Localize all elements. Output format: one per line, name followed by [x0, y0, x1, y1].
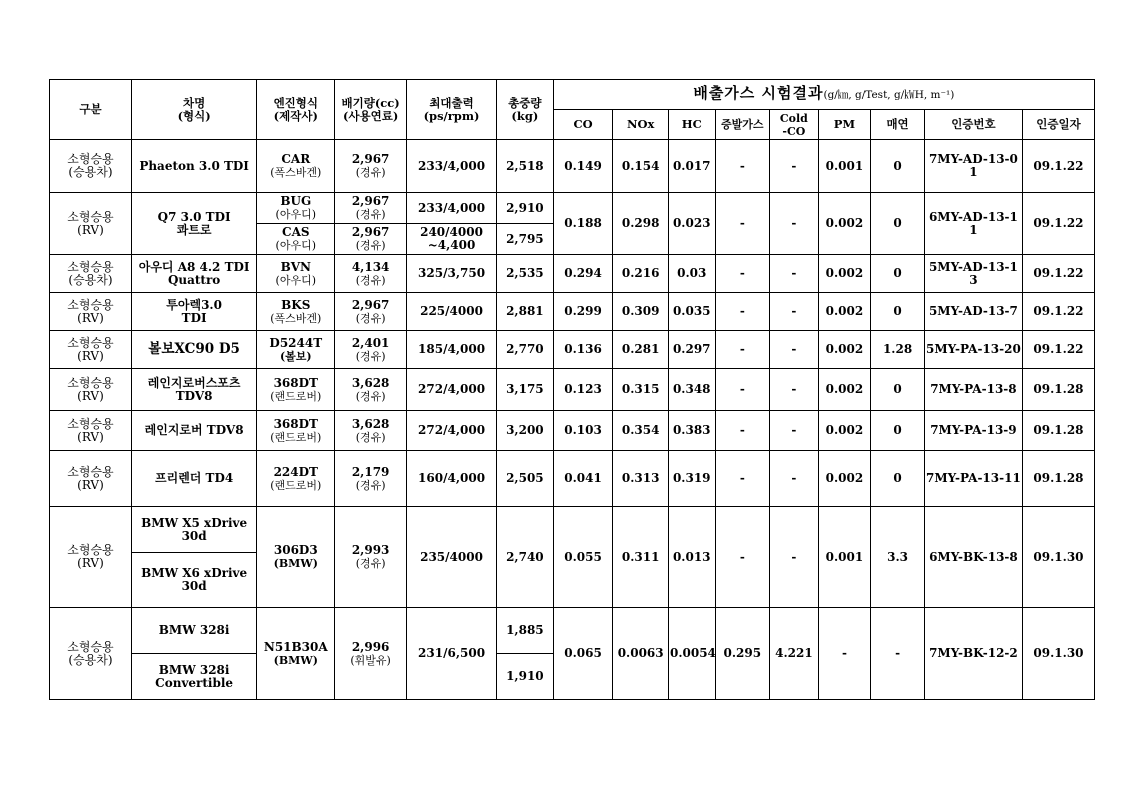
- cell-evap: -: [715, 331, 770, 369]
- header-co: CO: [553, 110, 613, 140]
- cell-pm: -: [818, 608, 871, 700]
- cell-hc: 0.03: [668, 255, 715, 293]
- cell-nox: 0.311: [613, 507, 669, 608]
- cell-cert-date: 09.1.30: [1022, 507, 1094, 608]
- header-engine: 엔진형식 (제작사): [257, 80, 335, 140]
- header-row-1: [50, 80, 1095, 110]
- cell-nox: 0.0063: [613, 608, 669, 700]
- table-row: [50, 507, 1095, 553]
- engine-type: 306D3: [273, 543, 318, 557]
- fuel-type: (경유): [355, 349, 386, 363]
- cell-nox: 0.354: [613, 411, 669, 451]
- emission-title: 배출가스 시험결과: [693, 84, 824, 102]
- cell-model: 레인지로버스포츠 TDV8: [131, 369, 256, 411]
- cell-model: 프리렌더 TD4: [131, 451, 256, 507]
- engine-maker: (랜드로버): [270, 389, 322, 403]
- cell-hc: 0.023: [668, 193, 715, 255]
- cell-cert-date: 09.1.22: [1022, 255, 1094, 293]
- cell-max-power: 235/4000: [407, 507, 497, 608]
- cell-pm: 0.002: [818, 293, 871, 331]
- fuel-type: (경유): [355, 273, 386, 287]
- cell-max-power: 233/4,000: [407, 140, 497, 193]
- cell-engine: [257, 193, 335, 224]
- cell-pm: 0.002: [818, 411, 871, 451]
- cell-engine: [257, 369, 335, 411]
- cell-model: BMW 328i: [131, 608, 256, 654]
- displacement-value: 2,967: [351, 194, 390, 208]
- displacement-value: 2,993: [351, 543, 390, 557]
- cell-category: 소형승용 (승용차): [50, 608, 132, 700]
- cell-model: 레인지로버 TDV8: [131, 411, 256, 451]
- cell-displacement: [335, 255, 407, 293]
- cell-smoke: 0: [871, 369, 925, 411]
- cell-engine: [257, 451, 335, 507]
- engine-maker: (랜드로버): [270, 478, 322, 492]
- cell-co: 0.136: [553, 331, 613, 369]
- cell-cert-no: 7MY-PA-13-11: [924, 451, 1022, 507]
- cell-co: 0.103: [553, 411, 613, 451]
- engine-maker: (폭스바겐): [270, 166, 322, 179]
- engine-type: 224DT: [273, 464, 318, 479]
- header-smoke: 매연: [871, 110, 925, 140]
- emission-results-table-sheet: [49, 79, 1095, 700]
- cell-gross-weight: 2,535: [497, 255, 554, 293]
- cell-displacement: [335, 331, 407, 369]
- engine-maker: (랜드로버): [270, 430, 322, 444]
- fuel-type: (경유): [355, 557, 386, 570]
- cell-category: 소형승용 (RV): [50, 451, 132, 507]
- cell-gross-weight: 2,795: [497, 224, 554, 255]
- cell-category: 소형승용 (RV): [50, 369, 132, 411]
- cell-pm: 0.002: [818, 193, 871, 255]
- cell-cert-date: 09.1.28: [1022, 451, 1094, 507]
- cell-engine: [257, 140, 335, 193]
- cell-cold-co: -: [770, 369, 819, 411]
- cell-smoke: 1.28: [871, 331, 925, 369]
- cell-cert-no: 6MY-AD-13-1 1: [924, 193, 1022, 255]
- cell-max-power: 272/4,000: [407, 411, 497, 451]
- displacement-value: 3,628: [351, 416, 390, 431]
- cell-engine: [257, 255, 335, 293]
- fuel-type: (경유): [355, 311, 386, 325]
- cell-cold-co: -: [770, 411, 819, 451]
- cell-nox: 0.298: [613, 193, 669, 255]
- cell-evap: -: [715, 507, 770, 608]
- fuel-type: (경유): [355, 478, 386, 492]
- cell-model: BMW 328i Convertible: [131, 654, 256, 700]
- header-gross-weight: 총중량 (kg): [497, 80, 554, 140]
- fuel-type: (경유): [355, 166, 386, 179]
- emission-results-table: [49, 79, 1095, 700]
- cell-cold-co: -: [770, 193, 819, 255]
- cell-displacement: [335, 608, 407, 700]
- displacement-value: 2,401: [351, 335, 390, 350]
- cell-engine: [257, 411, 335, 451]
- engine-maker: (아우디): [275, 239, 317, 252]
- table-row: [50, 331, 1095, 369]
- cell-nox: 0.309: [613, 293, 669, 331]
- header-max-power: 최대출력 (ps/rpm): [407, 80, 497, 140]
- table-row: [50, 293, 1095, 331]
- cell-cold-co: -: [770, 255, 819, 293]
- cell-co: 0.294: [553, 255, 613, 293]
- cell-cert-no: 7MY-AD-13-0 1: [924, 140, 1022, 193]
- cell-engine: [257, 608, 335, 700]
- fuel-type: (경유): [355, 208, 386, 221]
- cell-pm: 0.002: [818, 451, 871, 507]
- cell-gross-weight: 2,770: [497, 331, 554, 369]
- cell-gross-weight: 1,885: [497, 608, 554, 654]
- cell-displacement: [335, 507, 407, 608]
- engine-type: BUG: [280, 194, 312, 208]
- cell-cert-no: 7MY-PA-13-8: [924, 369, 1022, 411]
- displacement-value: 2,967: [351, 152, 390, 166]
- engine-maker: (아우디): [275, 273, 317, 287]
- engine-maker: (아우디): [275, 208, 317, 221]
- emission-unit: (g/㎞, g/Test, g/㎾H, m⁻¹): [823, 89, 955, 101]
- cell-max-power: 233/4,000: [407, 193, 497, 224]
- cell-co: 0.123: [553, 369, 613, 411]
- header-emission-results: [553, 80, 1094, 110]
- cell-co: 0.149: [553, 140, 613, 193]
- cell-max-power: 231/6,500: [407, 608, 497, 700]
- cell-max-power: 325/3,750: [407, 255, 497, 293]
- cell-gross-weight: 3,200: [497, 411, 554, 451]
- cell-gross-weight: 1,910: [497, 654, 554, 700]
- cell-displacement: [335, 193, 407, 224]
- engine-type: CAR: [281, 152, 311, 166]
- header-pm: PM: [818, 110, 871, 140]
- engine-maker: (BMW): [273, 653, 318, 667]
- cell-model: 볼보XC90 D5: [131, 331, 256, 369]
- cell-smoke: 0: [871, 411, 925, 451]
- engine-maker: (폭스바겐): [270, 311, 322, 325]
- cell-smoke: 3.3: [871, 507, 925, 608]
- header-hc: HC: [668, 110, 715, 140]
- cell-cert-date: 09.1.22: [1022, 293, 1094, 331]
- cell-cert-no: 5MY-AD-13-1 3: [924, 255, 1022, 293]
- engine-type: BVN: [280, 259, 311, 274]
- cell-model: Q7 3.0 TDI 콰트로: [131, 193, 256, 255]
- cell-engine: [257, 331, 335, 369]
- cell-displacement: [335, 140, 407, 193]
- cell-pm: 0.002: [818, 255, 871, 293]
- cell-displacement: [335, 369, 407, 411]
- cell-gross-weight: 2,505: [497, 451, 554, 507]
- cell-engine: [257, 507, 335, 608]
- cell-pm: 0.001: [818, 140, 871, 193]
- header-category: 구분: [50, 80, 132, 140]
- displacement-value: 2,179: [351, 464, 390, 479]
- cell-max-power: 240/4000 ~4,400: [407, 224, 497, 255]
- cell-smoke: -: [871, 608, 925, 700]
- displacement-value: 2,967: [351, 297, 390, 312]
- cell-nox: 0.315: [613, 369, 669, 411]
- cell-displacement: [335, 451, 407, 507]
- cell-max-power: 160/4,000: [407, 451, 497, 507]
- engine-type: 368DT: [273, 375, 318, 390]
- cell-category: 소형승용 (승용차): [50, 140, 132, 193]
- cell-smoke: 0: [871, 255, 925, 293]
- cell-cold-co: -: [770, 451, 819, 507]
- table-row: [50, 608, 1095, 654]
- fuel-type: (경유): [355, 389, 386, 403]
- cell-cold-co: 4.221: [770, 608, 819, 700]
- cell-hc: 0.319: [668, 451, 715, 507]
- cell-hc: 0.348: [668, 369, 715, 411]
- cell-nox: 0.281: [613, 331, 669, 369]
- header-model: 차명 (형식): [131, 80, 256, 140]
- cell-pm: 0.002: [818, 331, 871, 369]
- cell-cold-co: -: [770, 140, 819, 193]
- cell-smoke: 0: [871, 293, 925, 331]
- cell-cert-date: 09.1.22: [1022, 193, 1094, 255]
- engine-type: N51B30A: [263, 639, 328, 654]
- cell-smoke: 0: [871, 193, 925, 255]
- cell-engine: [257, 224, 335, 255]
- engine-type: CAS: [282, 225, 310, 239]
- cell-smoke: 0: [871, 140, 925, 193]
- cell-engine: [257, 293, 335, 331]
- cell-hc: 0.013: [668, 507, 715, 608]
- fuel-type: (경유): [355, 239, 386, 252]
- cell-displacement: [335, 411, 407, 451]
- cell-cert-date: 09.1.28: [1022, 369, 1094, 411]
- cell-co: 0.188: [553, 193, 613, 255]
- header-cold-co: Cold -CO: [770, 110, 819, 140]
- header-displacement: 배기량(cc) (사용연료): [335, 80, 407, 140]
- displacement-value: 3,628: [351, 375, 390, 390]
- cell-max-power: 185/4,000: [407, 331, 497, 369]
- cell-evap: 0.295: [715, 608, 770, 700]
- cell-evap: -: [715, 369, 770, 411]
- cell-cert-date: 09.1.30: [1022, 608, 1094, 700]
- cell-evap: -: [715, 293, 770, 331]
- cell-evap: -: [715, 451, 770, 507]
- cell-evap: -: [715, 255, 770, 293]
- cell-model: 아우디 A8 4.2 TDI Quattro: [131, 255, 256, 293]
- engine-type: D5244T: [269, 335, 323, 350]
- cell-co: 0.299: [553, 293, 613, 331]
- cell-nox: 0.313: [613, 451, 669, 507]
- cell-category: 소형승용 (RV): [50, 193, 132, 255]
- cell-cold-co: -: [770, 507, 819, 608]
- cell-hc: 0.0054: [668, 608, 715, 700]
- displacement-value: 2,996: [351, 639, 390, 654]
- header-evap: 증발가스: [715, 110, 770, 140]
- cell-pm: 0.001: [818, 507, 871, 608]
- cell-nox: 0.216: [613, 255, 669, 293]
- cell-category: 소형승용 (RV): [50, 411, 132, 451]
- cell-category: 소형승용 (RV): [50, 331, 132, 369]
- cell-max-power: 225/4000: [407, 293, 497, 331]
- cell-max-power: 272/4,000: [407, 369, 497, 411]
- table-row: [50, 451, 1095, 507]
- cell-nox: 0.154: [613, 140, 669, 193]
- fuel-type: (경유): [355, 430, 386, 444]
- cell-hc: 0.017: [668, 140, 715, 193]
- cell-model: 투아렉3.0 TDI: [131, 293, 256, 331]
- cell-cert-no: 5MY-AD-13-7: [924, 293, 1022, 331]
- engine-type: BKS: [281, 297, 311, 312]
- cell-cert-no: 5MY-PA-13-20: [924, 331, 1022, 369]
- cell-model: BMW X6 xDrive 30d: [131, 553, 256, 608]
- cell-category: 소형승용 (RV): [50, 293, 132, 331]
- cell-gross-weight: 2,740: [497, 507, 554, 608]
- header-cert-no: 인증번호: [924, 110, 1022, 140]
- cell-evap: -: [715, 140, 770, 193]
- cell-displacement: [335, 293, 407, 331]
- cell-hc: 0.297: [668, 331, 715, 369]
- cell-co: 0.041: [553, 451, 613, 507]
- displacement-value: 2,967: [351, 225, 390, 239]
- cell-cert-no: 7MY-BK-12-2: [924, 608, 1022, 700]
- fuel-type: (휘발유): [350, 653, 391, 667]
- table-row: [50, 140, 1095, 193]
- cell-hc: 0.035: [668, 293, 715, 331]
- cell-category: 소형승용 (승용차): [50, 255, 132, 293]
- header-cert-date: 인증일자: [1022, 110, 1094, 140]
- cell-model: BMW X5 xDrive 30d: [131, 507, 256, 553]
- cell-cold-co: -: [770, 331, 819, 369]
- cell-evap: -: [715, 193, 770, 255]
- cell-cert-date: 09.1.22: [1022, 331, 1094, 369]
- cell-cert-date: 09.1.28: [1022, 411, 1094, 451]
- cell-pm: 0.002: [818, 369, 871, 411]
- table-row: [50, 369, 1095, 411]
- displacement-value: 4,134: [351, 259, 390, 274]
- engine-maker: (BMW): [273, 557, 318, 570]
- cell-model: Phaeton 3.0 TDI: [131, 140, 256, 193]
- cell-cert-no: 7MY-PA-13-9: [924, 411, 1022, 451]
- header-nox: NOx: [613, 110, 669, 140]
- cell-evap: -: [715, 411, 770, 451]
- table-row: [50, 255, 1095, 293]
- engine-type: 368DT: [273, 416, 318, 431]
- engine-maker: (볼보): [279, 349, 312, 363]
- cell-smoke: 0: [871, 451, 925, 507]
- cell-cert-no: 6MY-BK-13-8: [924, 507, 1022, 608]
- cell-hc: 0.383: [668, 411, 715, 451]
- cell-co: 0.065: [553, 608, 613, 700]
- cell-category: 소형승용 (RV): [50, 507, 132, 608]
- cell-gross-weight: 2,518: [497, 140, 554, 193]
- cell-co: 0.055: [553, 507, 613, 608]
- table-row: [50, 193, 1095, 224]
- cell-gross-weight: 2,910: [497, 193, 554, 224]
- table-row: [50, 411, 1095, 451]
- cell-gross-weight: 3,175: [497, 369, 554, 411]
- cell-cold-co: -: [770, 293, 819, 331]
- cell-displacement: [335, 224, 407, 255]
- cell-cert-date: 09.1.22: [1022, 140, 1094, 193]
- cell-gross-weight: 2,881: [497, 293, 554, 331]
